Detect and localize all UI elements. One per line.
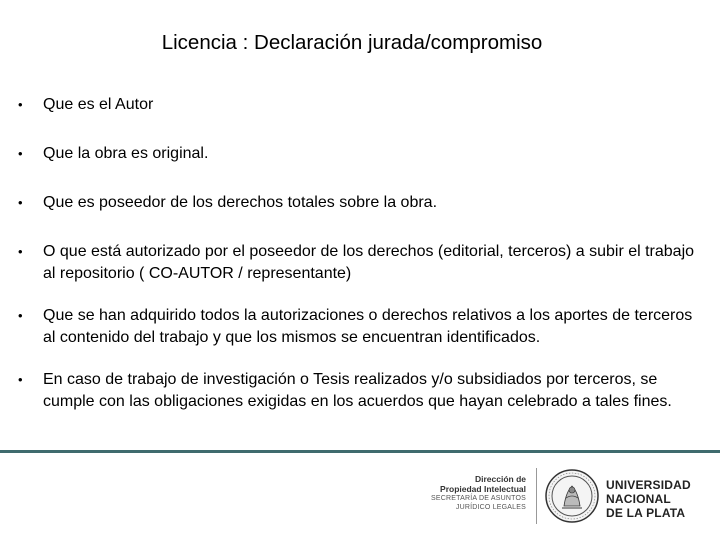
bullet-item [18,305,708,349]
direccion-line: Dirección de [474,474,526,484]
bullet-text: Que se han adquirido todos la autorizaciones o derechos relativos a los aportes de terceros al contenido del trabajo y que los mismos se encuentran identificados. [43,307,693,346]
direccion-propiedad-intelectual-logo [426,474,526,512]
unlp-wordmark [606,478,691,520]
footer-logos [420,466,710,526]
bullet-item [18,241,708,285]
bullet-dot: • [18,308,23,323]
logo-divider [536,468,537,524]
footer-rule [0,450,720,453]
slide-title: Licencia : Declaración jurada/compromiso [161,31,543,54]
bullet-list [18,94,708,413]
bullet-dot: • [18,97,23,112]
bullet-dot: • [18,195,23,210]
bullet-dot: • [18,244,23,259]
bullet-item [18,369,708,413]
bullet-text: Que es el Autor [43,96,154,113]
unlp-line: DE LA PLATA [606,506,686,520]
bullet-item [18,94,708,116]
bullet-dot: • [18,372,23,387]
unlp-line: UNIVERSIDAD [606,478,691,492]
bullet-text: Que la obra es original. [43,145,209,162]
bullet-text: O que está autorizado por el poseedor de los derechos (editorial, terceros) a subir el trabajo al repositorio ( CO-AUTOR / representante) [43,243,695,282]
unlp-line: NACIONAL [606,492,671,506]
direccion-line: SECRETARÍA DE ASUNTOS [431,495,526,502]
direccion-line: Propiedad Intelectual [440,484,526,494]
bullet-dot: • [18,146,23,161]
unlp-seal-icon [544,468,600,524]
direccion-line: JURÍDICO LEGALES [455,504,526,511]
bullet-text: En caso de trabajo de investigación o Tesis realizados y/o subsidiados por terceros, se cumple con las obligaciones exigidas en los acuerdos que hayan celebrado a tales fines. [43,371,672,410]
bullet-item [18,143,708,165]
bullet-text: Que es poseedor de los derechos totales sobre la obra. [43,194,438,211]
bullet-item [18,192,708,214]
